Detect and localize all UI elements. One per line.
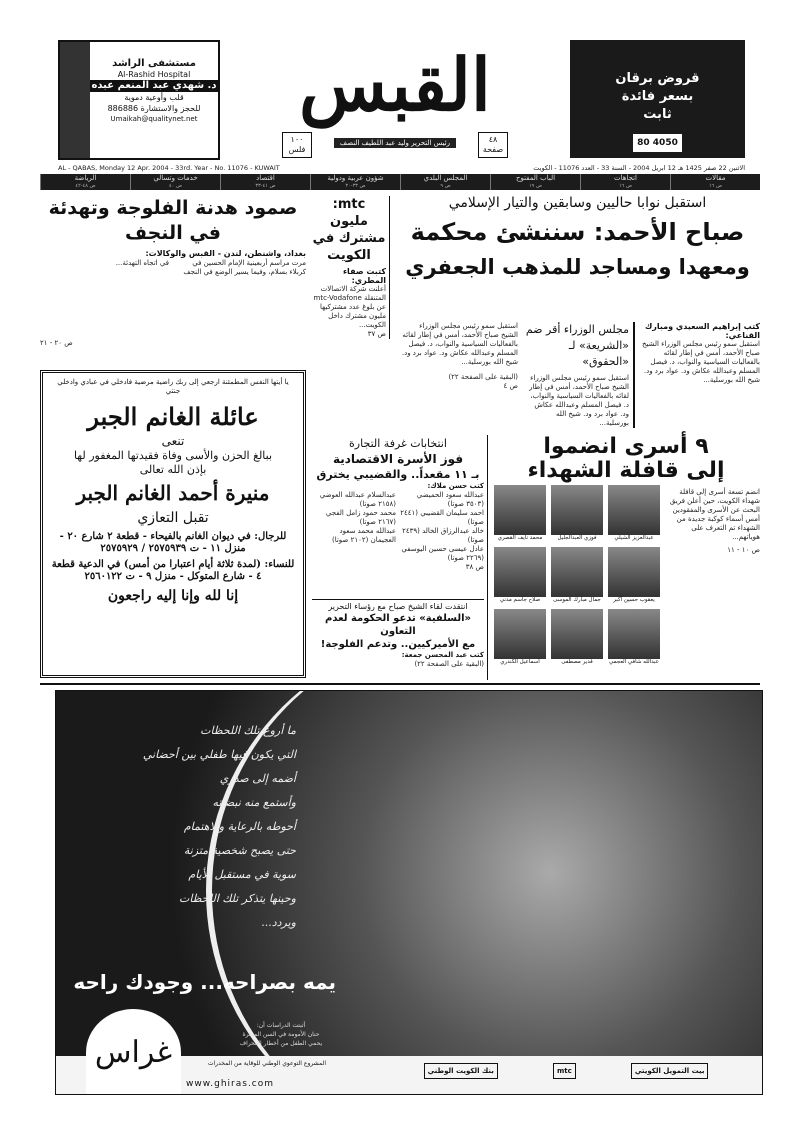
specialty: قلب وأوعية دموية xyxy=(124,93,184,102)
winner-item: احمد سليمان القضيبي (٢٤٤١ صوتا) xyxy=(400,509,484,526)
najaf-story xyxy=(40,196,306,348)
martyrs-page-ref: ص ١٠ - ١١ xyxy=(727,546,760,554)
nav-label: مقالات xyxy=(705,174,726,182)
nav-page: ص ١٩ xyxy=(528,183,542,189)
nav-label: اتجاهات xyxy=(614,174,637,182)
salafi-story xyxy=(312,602,484,669)
obit-text: ببالغ الحزن والأسى وفاة فقيدتها المغفور لها بإذن الله تعالى xyxy=(73,449,273,476)
nav-page: ص ٤٨-٤٢ xyxy=(75,183,96,189)
poem-line: وحينها يتذكر تلك اللحظات xyxy=(179,892,296,905)
winners-list xyxy=(312,491,484,563)
doctor-name: د. شهدي عبد المنعم عبده xyxy=(91,80,217,91)
nav-page: ص ٩ xyxy=(440,183,451,189)
price: ١٠٠ فلس xyxy=(282,132,312,158)
photo-caption: عبدالعزيز الشيلي xyxy=(614,535,654,541)
poem-line: أحوطه بالرعاية والاهتمام xyxy=(183,820,296,833)
chamber-byline: كتب حسن ملاك: xyxy=(427,482,484,490)
portrait-image xyxy=(551,547,603,597)
nav-page: ص ١٦ xyxy=(618,183,632,189)
obit-mourns: تنعى xyxy=(161,434,185,448)
lead-body-cont: استقبل سمو رئيس مجلس الوزراء الشيخ صباح الأحمد، أمس في إطار لقائه بالفعاليات السياسية والنواب، د. فيصل المسلم وعبدالله عكاش ود. عواد برد ود. شيخ الله بورسلية... xyxy=(401,322,518,366)
nav-section xyxy=(580,174,670,190)
ad-project: المشروع التوعوي الوطني للوقاية من المخدرات xyxy=(207,1060,326,1067)
nav-section xyxy=(400,174,490,190)
mtc-byline: كتبت صفاء المطري: xyxy=(342,267,386,285)
lead-sidebox xyxy=(525,322,635,428)
photo-caption: صلاح جاسم مدني xyxy=(499,597,541,603)
portrait-image xyxy=(494,609,546,659)
portrait-image xyxy=(551,485,603,535)
ad-note: يحمي الطفل من أخطار الانحراف xyxy=(239,1040,323,1047)
mtc-page-ref: ص ٣٧ xyxy=(367,330,386,338)
obit-condolences: تقبل التعازي xyxy=(137,510,209,526)
martyrs-headline-2: إلى قافلة الشهداء xyxy=(527,458,725,483)
photo-caption: عبدالله شافي العجمي xyxy=(609,659,659,665)
winner-item: عبدالله سعود الحميضي (٣٥٠٣ صوتا) xyxy=(416,491,484,508)
photo-caption: محمد نايف القصري xyxy=(497,535,543,541)
martyr-photo xyxy=(551,547,603,604)
obit-family: عائلة الغانم الجبر xyxy=(87,402,259,431)
poem-line: التي يكون فيها طفلي بين أحضاني xyxy=(142,748,296,761)
salafi-headline-2: مع الأميركيين.. وتدعم الفلوجة! xyxy=(320,639,476,650)
section-nav xyxy=(40,174,760,190)
hospital-ad xyxy=(58,40,220,160)
lead-col-3 xyxy=(400,322,518,391)
lead-headline: صباح الأحمد: سننشئ محكمة xyxy=(410,218,745,246)
najaf-headline: صمود هدنة الفلوجة وتهدئة في النجف xyxy=(48,197,298,244)
lead-headline-2: ومعهدا ومساجد للمذهب الجعفري xyxy=(405,255,750,279)
doctor-photo xyxy=(60,42,90,158)
photo-caption: فوزي العبدالجليل xyxy=(557,535,597,541)
martyr-photo xyxy=(551,485,603,542)
ad-url[interactable]: www.ghiras.com xyxy=(186,1079,275,1089)
divider xyxy=(40,683,760,685)
mtc-headline: mtc: مليون مشترك في الكويت xyxy=(312,197,386,263)
hospital-name: مستشفى الراشد xyxy=(112,58,196,69)
martyr-photo xyxy=(494,547,546,604)
najaf-byline: بغداد، واشنطن، لندن - القبس والوكالات: xyxy=(145,249,306,258)
ad-notes xyxy=(206,1021,356,1048)
salafi-continued: (البقية على الصفحة ٢٢) xyxy=(414,660,484,668)
lead-kicker: استقبل نوابا حاليين وسابقين والتيار الإسلامي xyxy=(448,195,707,211)
portrait-image xyxy=(494,547,546,597)
obit-women: للنساء: (لمدة ثلاثة أيام اعتبارا من أمس) في الدعية قطعة ٤ - شارع المتوكل - منزل ٩ - ت ٢٥٦٠١٢٢ xyxy=(51,559,295,582)
sponsor-logo: mtc xyxy=(553,1063,576,1079)
hospital-name-en: Al-Rashid Hospital xyxy=(117,70,191,79)
martyr-photo xyxy=(494,609,546,666)
page-count: ٤٨ صفحة xyxy=(478,132,508,158)
obituary-notice xyxy=(40,370,306,678)
sponsor-logos xyxy=(396,1063,736,1079)
nav-label: الرياضة xyxy=(74,174,97,182)
lead-col-1 xyxy=(640,322,760,385)
obit-deceased: منيرة أحمد الغانم الجبر xyxy=(76,481,270,505)
burgan-loan-ad xyxy=(570,40,745,158)
nav-page: ص ١٦ xyxy=(708,183,722,189)
portrait-image xyxy=(494,485,546,535)
winner-item: محمد حمود زامل الفجي (٢١٦٧ صوتا) xyxy=(325,509,396,526)
winner-item: خالد عبدالرزاق الخالد (٢٤٣٩ صوتا) xyxy=(402,527,484,544)
ad-line: قروض برقان xyxy=(615,71,700,86)
ad-line: بسعر فائدة xyxy=(621,89,694,104)
portrait-image xyxy=(608,485,660,535)
martyrs-story xyxy=(492,435,760,483)
chamber-story xyxy=(312,437,484,572)
lead-page-ref: ص ٤ xyxy=(503,382,518,390)
nav-section xyxy=(220,174,310,190)
nav-section xyxy=(310,174,400,190)
nav-label: اقتصاد xyxy=(256,174,275,182)
portrait-image xyxy=(608,547,660,597)
nav-label: خدمات وتسالي xyxy=(153,174,198,182)
photo-caption: قدير مصطفى xyxy=(561,659,593,665)
winner-item: عبدالله محمد سعود العجيمان (٢١٠٢ صوتا) xyxy=(331,527,396,544)
martyr-photo xyxy=(494,485,546,542)
nav-label: شؤون عربية ودولية xyxy=(327,174,384,182)
mtc-story xyxy=(312,196,390,339)
winner-item: عبدالسلام عبدالله العوضي (٢١٥٨ صوتا) xyxy=(319,491,396,508)
martyrs-headline: ٩ أسرى انضموا xyxy=(543,434,709,459)
martyr-photo xyxy=(551,609,603,666)
photo-caption: اسماعيل الكندري xyxy=(500,659,540,665)
chamber-headline-2: بـ ١١ مقعداً.. والقضيبي يخترق xyxy=(316,468,480,481)
salafi-headline: «السلفية» تدعو الحكومة لعدم التعاون xyxy=(324,613,471,637)
ad-phone: 80 4050 xyxy=(633,134,682,152)
salafi-kicker: انتقدت لقاء الشيخ صباح مع رؤساء التحرير xyxy=(328,602,468,611)
poem-line: حتى يصبح شخصية متزنة xyxy=(183,844,296,857)
nav-section xyxy=(490,174,580,190)
nav-page: ص ٤١-٣٣ xyxy=(255,183,276,189)
sidebox-title: مجلس الوزراء أقر ضم «الشريعة» لـ «الحقوق» xyxy=(525,323,629,368)
editor-line: رئيس التحرير وليد عبد اللطيف النصف xyxy=(334,138,456,148)
nav-page: ص ٤٠ xyxy=(168,183,182,189)
sponsor-logo: بيت التمويل الكويتي xyxy=(631,1063,709,1079)
martyr-photo xyxy=(608,609,660,666)
poem-line: وأستمع منه نبضاته xyxy=(212,796,296,809)
nav-section xyxy=(40,174,130,190)
martyrs-text xyxy=(665,488,760,555)
salafi-byline: كتب عبد المحسن جمعة: xyxy=(401,651,484,659)
lead-continued: (البقية على الصفحة ٢٢) xyxy=(448,373,518,381)
obit-verse: يا أيتها النفس المطمئنة ارجعي إلى ربك راضية مرضية فادخلي في عبادي وادخلي جنتي xyxy=(57,378,289,395)
nav-label: المجلس البلدي xyxy=(423,174,468,182)
ghiras-logo: غراس xyxy=(86,1009,181,1095)
paper-name: القبس xyxy=(299,42,491,127)
email: Umaikah@qualitynet.net xyxy=(110,115,198,123)
ghiras-ad xyxy=(55,690,763,1095)
photo-caption: يعقوب حسين أكبر xyxy=(613,597,655,603)
photo-caption: جمال مبارك الموسى xyxy=(553,597,601,603)
divider xyxy=(312,599,484,600)
contact: للحجز والاستشارة 886886 xyxy=(107,104,201,113)
chamber-kicker: انتخابات غرفة التجارة xyxy=(349,437,447,450)
najaf-body: مرت مراسم أربعينية الإمام الحسين في كربلاء بسلام، وفيما يسير الوضع في النجف في اتجاه التهدئة... xyxy=(115,259,306,276)
sponsor-logo: بنك الكويت الوطني xyxy=(424,1063,498,1079)
sidebox-body: استقبل سمو رئيس مجلس الوزراء الشيخ صباح الأحمد، أمس في إطار لقائه بالفعاليات السياسية والنواب، د. فيصل المسلم وعبدالله عكاش ود. عواد برد ود. شيخ الله بورسلية... xyxy=(529,374,629,427)
mtc-body: أعلنت شركة الاتصالات المتنقلة mtc-Vodafone عن بلوغ عدد مشتركيها مليون مشترك داخل الكويت... xyxy=(313,285,386,329)
winner-item: عادل عيسى حسين اليوسفي (٢٢٦٩ صوتا) xyxy=(401,545,484,562)
nav-section xyxy=(670,174,760,190)
najaf-page-ref: ص ٢٠ - ٢١ xyxy=(40,339,73,347)
chamber-page-ref: ص ٣٨ xyxy=(465,563,484,571)
poem-line: ويردد... xyxy=(261,916,296,929)
ad-note: حنان الأمومة في السن المبكرة xyxy=(242,1031,320,1038)
portrait-image xyxy=(608,609,660,659)
dateline-en: AL - QABAS, Monday 12 Apr. 2004 - 33rd. Year - No. 11076 - KUWAIT xyxy=(58,164,280,172)
obit-closing: إنا لله وإنا إليه راجعون xyxy=(107,588,239,604)
divider xyxy=(487,435,488,680)
martyr-photo xyxy=(608,485,660,542)
poem-line: سوية في مستقبل الأيام xyxy=(188,868,296,881)
ad-line: ثابت xyxy=(643,107,672,122)
martyrs-body: انضم تسعة أسرى إلى قافلة شهداء الكويت، حين أعلن فريق البحث عن الأسرى والمفقودين أمس أسماء كوكبة جديدة من الشهداء تم التعرف على هوياتهم... xyxy=(669,488,760,541)
nav-label: الباب المفتوح xyxy=(515,174,556,182)
lead-byline: كتب إبراهيم السعيدي ومبارك القناعي: xyxy=(644,322,760,340)
lead-story xyxy=(395,194,760,284)
nav-page: ص ٣٣-٣٠ xyxy=(345,183,366,189)
obit-men: للرجال: في ديوان الغانم بالفيحاء - قطعة ٢ شارع ٢٠ - منزل ١١ - ت ٢٥٧٥٩٣٩ / ٢٥٧٥٩٢٩ xyxy=(59,531,287,554)
dateline-ar: الاثنين 22 صفر 1425 هـ 12 ابريل 2004 - السنة 33 - العدد 11076 - الكويت xyxy=(533,164,745,172)
chamber-headline: فوز الأسرة الاقتصادية xyxy=(332,452,464,466)
ad-poem xyxy=(96,719,296,935)
martyr-photos xyxy=(490,485,660,666)
portrait-image xyxy=(551,609,603,659)
ad-slogan: يمه بصراحه... وجودك راحه xyxy=(73,970,336,994)
lead-body: استقبل سمو رئيس مجلس الوزراء الشيخ صباح الأحمد، أمس في إطار لقائه بالفعاليات السياسية والنواب، د. فيصل المسلم وعبدالله عكاش ود. عواد برد ود. شيخ الله بورسلية... xyxy=(641,340,760,384)
martyr-photo xyxy=(608,547,660,604)
poem-line: أضمه إلى صدري xyxy=(219,772,296,785)
ad-note: أثبتت الدراسات أن: xyxy=(256,1022,306,1029)
nav-section xyxy=(130,174,220,190)
poem-line: ما أروع تلك اللحظات xyxy=(200,724,296,737)
